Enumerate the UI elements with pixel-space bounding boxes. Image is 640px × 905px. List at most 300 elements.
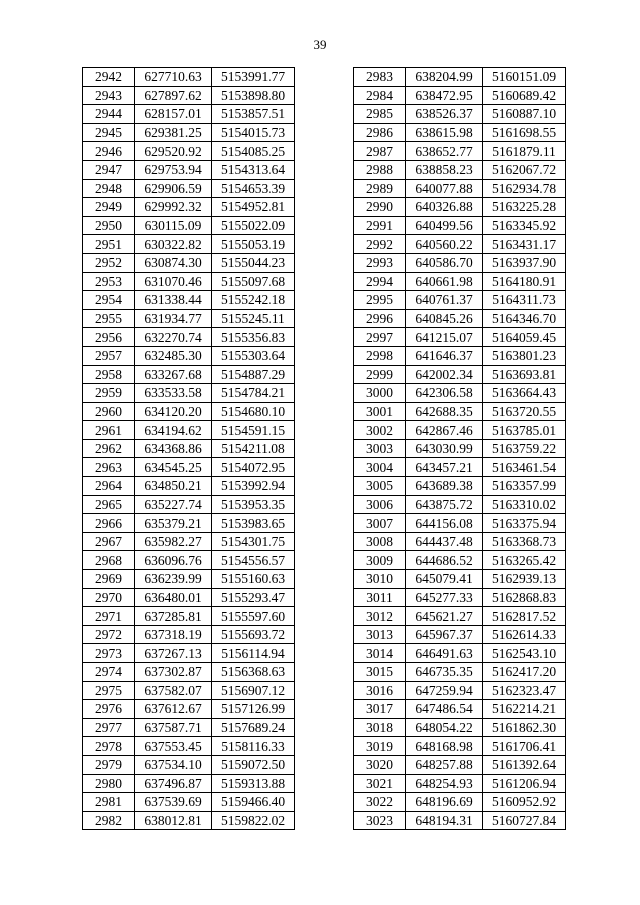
table-row — [354, 700, 566, 719]
point-number-cell: 2998 — [354, 346, 406, 365]
x-coordinate-cell: 630322.82 — [135, 235, 212, 254]
point-number-cell: 2966 — [83, 514, 135, 533]
point-number-cell: 2972 — [83, 625, 135, 644]
y-coordinate-cell: 5160151.09 — [483, 68, 566, 87]
y-coordinate-cell: 5154952.81 — [212, 198, 295, 217]
y-coordinate-cell: 5155022.09 — [212, 216, 295, 235]
table-row — [354, 644, 566, 663]
point-number-cell: 2955 — [83, 309, 135, 328]
point-number-cell: 2975 — [83, 681, 135, 700]
x-coordinate-cell: 634194.62 — [135, 421, 212, 440]
table-row — [83, 681, 295, 700]
y-coordinate-cell: 5153953.35 — [212, 495, 295, 514]
x-coordinate-cell: 630115.09 — [135, 216, 212, 235]
y-coordinate-cell: 5153992.94 — [212, 477, 295, 496]
x-coordinate-cell: 638615.98 — [406, 123, 483, 142]
point-number-cell: 2947 — [83, 160, 135, 179]
x-coordinate-cell: 637267.13 — [135, 644, 212, 663]
point-number-cell: 2959 — [83, 384, 135, 403]
point-number-cell: 2974 — [83, 663, 135, 682]
y-coordinate-cell: 5154556.57 — [212, 551, 295, 570]
table-row — [354, 755, 566, 774]
point-number-cell: 2968 — [83, 551, 135, 570]
table-row — [354, 439, 566, 458]
table-row — [354, 346, 566, 365]
table-row — [354, 105, 566, 124]
table-row — [354, 663, 566, 682]
table-row — [354, 718, 566, 737]
y-coordinate-cell: 5154680.10 — [212, 402, 295, 421]
y-coordinate-cell: 5164311.73 — [483, 291, 566, 310]
y-coordinate-cell: 5156907.12 — [212, 681, 295, 700]
table-row — [83, 272, 295, 291]
y-coordinate-cell: 5163937.90 — [483, 253, 566, 272]
x-coordinate-cell: 647259.94 — [406, 681, 483, 700]
point-number-cell: 2962 — [83, 439, 135, 458]
x-coordinate-cell: 640761.37 — [406, 291, 483, 310]
x-coordinate-cell: 633267.68 — [135, 365, 212, 384]
point-number-cell: 2992 — [354, 235, 406, 254]
table-row — [354, 625, 566, 644]
y-coordinate-cell: 5161862.30 — [483, 718, 566, 737]
point-number-cell: 3017 — [354, 700, 406, 719]
x-coordinate-cell: 646735.35 — [406, 663, 483, 682]
table-row — [83, 421, 295, 440]
table-row — [354, 123, 566, 142]
y-coordinate-cell: 5163431.17 — [483, 235, 566, 254]
x-coordinate-cell: 634120.20 — [135, 402, 212, 421]
x-coordinate-cell: 640499.56 — [406, 216, 483, 235]
x-coordinate-cell: 638652.77 — [406, 142, 483, 161]
x-coordinate-cell: 636480.01 — [135, 588, 212, 607]
point-number-cell: 2979 — [83, 755, 135, 774]
x-coordinate-cell: 638526.37 — [406, 105, 483, 124]
table-row — [83, 142, 295, 161]
table-row — [354, 774, 566, 793]
point-number-cell: 3007 — [354, 514, 406, 533]
table-row — [83, 458, 295, 477]
x-coordinate-cell: 645277.33 — [406, 588, 483, 607]
x-coordinate-cell: 637553.45 — [135, 737, 212, 756]
y-coordinate-cell: 5155053.19 — [212, 235, 295, 254]
x-coordinate-cell: 642002.34 — [406, 365, 483, 384]
point-number-cell: 3020 — [354, 755, 406, 774]
table-row — [83, 123, 295, 142]
point-number-cell: 3003 — [354, 439, 406, 458]
y-coordinate-cell: 5159466.40 — [212, 793, 295, 812]
table-row — [83, 663, 295, 682]
x-coordinate-cell: 629992.32 — [135, 198, 212, 217]
point-number-cell: 2981 — [83, 793, 135, 812]
table-row — [83, 737, 295, 756]
point-number-cell: 3008 — [354, 532, 406, 551]
point-number-cell: 3012 — [354, 607, 406, 626]
point-number-cell: 2944 — [83, 105, 135, 124]
point-number-cell: 2946 — [83, 142, 135, 161]
y-coordinate-cell: 5162417.20 — [483, 663, 566, 682]
y-coordinate-cell: 5154301.75 — [212, 532, 295, 551]
x-coordinate-cell: 642306.58 — [406, 384, 483, 403]
table-row — [83, 477, 295, 496]
x-coordinate-cell: 640077.88 — [406, 179, 483, 198]
y-coordinate-cell: 5162614.33 — [483, 625, 566, 644]
point-number-cell: 2989 — [354, 179, 406, 198]
y-coordinate-cell: 5154887.29 — [212, 365, 295, 384]
y-coordinate-cell: 5155245.11 — [212, 309, 295, 328]
x-coordinate-cell: 638012.81 — [135, 811, 212, 830]
point-number-cell: 3005 — [354, 477, 406, 496]
y-coordinate-cell: 5157126.99 — [212, 700, 295, 719]
y-coordinate-cell: 5161392.64 — [483, 755, 566, 774]
point-number-cell: 2973 — [83, 644, 135, 663]
y-coordinate-cell: 5163693.81 — [483, 365, 566, 384]
y-coordinate-cell: 5154653.39 — [212, 179, 295, 198]
y-coordinate-cell: 5155356.83 — [212, 328, 295, 347]
point-number-cell: 2963 — [83, 458, 135, 477]
table-row — [354, 681, 566, 700]
y-coordinate-cell: 5155693.72 — [212, 625, 295, 644]
y-coordinate-cell: 5162939.13 — [483, 570, 566, 589]
y-coordinate-cell: 5162214.21 — [483, 700, 566, 719]
table-row — [354, 495, 566, 514]
y-coordinate-cell: 5154591.15 — [212, 421, 295, 440]
y-coordinate-cell: 5154211.08 — [212, 439, 295, 458]
table-row — [83, 328, 295, 347]
x-coordinate-cell: 638858.23 — [406, 160, 483, 179]
y-coordinate-cell: 5155597.60 — [212, 607, 295, 626]
point-number-cell: 3023 — [354, 811, 406, 830]
x-coordinate-cell: 641215.07 — [406, 328, 483, 347]
y-coordinate-cell: 5161698.55 — [483, 123, 566, 142]
table-row — [83, 495, 295, 514]
x-coordinate-cell: 631338.44 — [135, 291, 212, 310]
table-row — [354, 421, 566, 440]
y-coordinate-cell: 5160952.92 — [483, 793, 566, 812]
table-row — [83, 402, 295, 421]
point-number-cell: 2961 — [83, 421, 135, 440]
y-coordinate-cell: 5159072.50 — [212, 755, 295, 774]
y-coordinate-cell: 5162543.10 — [483, 644, 566, 663]
table-row — [354, 291, 566, 310]
point-number-cell: 2943 — [83, 86, 135, 105]
table-row — [83, 179, 295, 198]
table-row — [83, 346, 295, 365]
point-number-cell: 2988 — [354, 160, 406, 179]
x-coordinate-cell: 629520.92 — [135, 142, 212, 161]
point-number-cell: 2952 — [83, 253, 135, 272]
y-coordinate-cell: 5163345.92 — [483, 216, 566, 235]
x-coordinate-cell: 645079.41 — [406, 570, 483, 589]
y-coordinate-cell: 5160727.84 — [483, 811, 566, 830]
x-coordinate-cell: 637612.67 — [135, 700, 212, 719]
y-coordinate-cell: 5160887.10 — [483, 105, 566, 124]
y-coordinate-cell: 5163225.28 — [483, 198, 566, 217]
x-coordinate-cell: 636239.99 — [135, 570, 212, 589]
table-row — [354, 365, 566, 384]
point-number-cell: 2957 — [83, 346, 135, 365]
y-coordinate-cell: 5155242.18 — [212, 291, 295, 310]
x-coordinate-cell: 631070.46 — [135, 272, 212, 291]
point-number-cell: 2976 — [83, 700, 135, 719]
x-coordinate-cell: 629906.59 — [135, 179, 212, 198]
table-row — [83, 105, 295, 124]
point-number-cell: 2995 — [354, 291, 406, 310]
table-row — [83, 532, 295, 551]
x-coordinate-cell: 637539.69 — [135, 793, 212, 812]
point-number-cell: 2991 — [354, 216, 406, 235]
table-row — [83, 551, 295, 570]
x-coordinate-cell: 629381.25 — [135, 123, 212, 142]
y-coordinate-cell: 5161706.41 — [483, 737, 566, 756]
point-number-cell: 3016 — [354, 681, 406, 700]
point-number-cell: 3011 — [354, 588, 406, 607]
x-coordinate-cell: 648194.31 — [406, 811, 483, 830]
point-number-cell: 3010 — [354, 570, 406, 589]
point-number-cell: 2996 — [354, 309, 406, 328]
y-coordinate-cell: 5154015.73 — [212, 123, 295, 142]
y-coordinate-cell: 5162934.78 — [483, 179, 566, 198]
coordinates-table-right — [353, 67, 566, 830]
table-row — [354, 86, 566, 105]
table-row — [354, 607, 566, 626]
point-number-cell: 2984 — [354, 86, 406, 105]
x-coordinate-cell: 634368.86 — [135, 439, 212, 458]
point-number-cell: 3002 — [354, 421, 406, 440]
point-number-cell: 2994 — [354, 272, 406, 291]
y-coordinate-cell: 5163801.23 — [483, 346, 566, 365]
x-coordinate-cell: 635227.74 — [135, 495, 212, 514]
point-number-cell: 3018 — [354, 718, 406, 737]
y-coordinate-cell: 5153857.51 — [212, 105, 295, 124]
point-number-cell: 2993 — [354, 253, 406, 272]
x-coordinate-cell: 641646.37 — [406, 346, 483, 365]
point-number-cell: 2986 — [354, 123, 406, 142]
table-row — [354, 179, 566, 198]
x-coordinate-cell: 637285.81 — [135, 607, 212, 626]
point-number-cell: 2985 — [354, 105, 406, 124]
point-number-cell: 3021 — [354, 774, 406, 793]
x-coordinate-cell: 644686.52 — [406, 551, 483, 570]
table-row — [354, 272, 566, 291]
table-row — [83, 198, 295, 217]
x-coordinate-cell: 630874.30 — [135, 253, 212, 272]
point-number-cell: 3019 — [354, 737, 406, 756]
point-number-cell: 2954 — [83, 291, 135, 310]
point-number-cell: 2980 — [83, 774, 135, 793]
x-coordinate-cell: 638204.99 — [406, 68, 483, 87]
table-row — [354, 328, 566, 347]
point-number-cell: 3004 — [354, 458, 406, 477]
point-number-cell: 2977 — [83, 718, 135, 737]
point-number-cell: 2948 — [83, 179, 135, 198]
x-coordinate-cell: 644437.48 — [406, 532, 483, 551]
point-number-cell: 2964 — [83, 477, 135, 496]
x-coordinate-cell: 648168.98 — [406, 737, 483, 756]
table-row — [354, 253, 566, 272]
point-number-cell: 2969 — [83, 570, 135, 589]
y-coordinate-cell: 5160689.42 — [483, 86, 566, 105]
x-coordinate-cell: 631934.77 — [135, 309, 212, 328]
point-number-cell: 3009 — [354, 551, 406, 570]
table-row — [83, 253, 295, 272]
point-number-cell: 3015 — [354, 663, 406, 682]
point-number-cell: 2983 — [354, 68, 406, 87]
x-coordinate-cell: 644156.08 — [406, 514, 483, 533]
y-coordinate-cell: 5155044.23 — [212, 253, 295, 272]
x-coordinate-cell: 635379.21 — [135, 514, 212, 533]
table-row — [83, 384, 295, 403]
table-row — [83, 588, 295, 607]
x-coordinate-cell: 637496.87 — [135, 774, 212, 793]
x-coordinate-cell: 627710.63 — [135, 68, 212, 87]
point-number-cell: 2982 — [83, 811, 135, 830]
x-coordinate-cell: 634545.25 — [135, 458, 212, 477]
x-coordinate-cell: 627897.62 — [135, 86, 212, 105]
table-row — [354, 198, 566, 217]
table-row — [83, 700, 295, 719]
table-row — [354, 458, 566, 477]
page-number: 39 — [313, 37, 327, 52]
x-coordinate-cell: 632485.30 — [135, 346, 212, 365]
x-coordinate-cell: 637302.87 — [135, 663, 212, 682]
table-row — [354, 514, 566, 533]
x-coordinate-cell: 636096.76 — [135, 551, 212, 570]
x-coordinate-cell: 645621.27 — [406, 607, 483, 626]
table-row — [354, 402, 566, 421]
x-coordinate-cell: 637534.10 — [135, 755, 212, 774]
table-row — [83, 811, 295, 830]
table-row — [83, 216, 295, 235]
y-coordinate-cell: 5163759.22 — [483, 439, 566, 458]
table-row — [354, 160, 566, 179]
table-row — [354, 384, 566, 403]
table-row — [83, 607, 295, 626]
point-number-cell: 2942 — [83, 68, 135, 87]
point-number-cell: 2967 — [83, 532, 135, 551]
x-coordinate-cell: 640661.98 — [406, 272, 483, 291]
table-row — [83, 439, 295, 458]
table-row — [83, 570, 295, 589]
table-row — [83, 291, 295, 310]
y-coordinate-cell: 5162323.47 — [483, 681, 566, 700]
x-coordinate-cell: 643457.21 — [406, 458, 483, 477]
point-number-cell: 2970 — [83, 588, 135, 607]
y-coordinate-cell: 5164059.45 — [483, 328, 566, 347]
x-coordinate-cell: 635982.27 — [135, 532, 212, 551]
x-coordinate-cell: 640586.70 — [406, 253, 483, 272]
y-coordinate-cell: 5164346.70 — [483, 309, 566, 328]
y-coordinate-cell: 5163720.55 — [483, 402, 566, 421]
table-row — [83, 365, 295, 384]
y-coordinate-cell: 5155097.68 — [212, 272, 295, 291]
x-coordinate-cell: 648257.88 — [406, 755, 483, 774]
point-number-cell: 2951 — [83, 235, 135, 254]
table-row — [83, 718, 295, 737]
x-coordinate-cell: 643689.38 — [406, 477, 483, 496]
x-coordinate-cell: 637587.71 — [135, 718, 212, 737]
table-row — [354, 309, 566, 328]
table-body — [83, 68, 295, 830]
table-row — [354, 551, 566, 570]
y-coordinate-cell: 5163265.42 — [483, 551, 566, 570]
y-coordinate-cell: 5156368.63 — [212, 663, 295, 682]
x-coordinate-cell: 633533.58 — [135, 384, 212, 403]
table-row — [83, 86, 295, 105]
point-number-cell: 3014 — [354, 644, 406, 663]
y-coordinate-cell: 5155160.63 — [212, 570, 295, 589]
point-number-cell: 3001 — [354, 402, 406, 421]
y-coordinate-cell: 5159822.02 — [212, 811, 295, 830]
y-coordinate-cell: 5154784.21 — [212, 384, 295, 403]
point-number-cell: 3022 — [354, 793, 406, 812]
point-number-cell: 2971 — [83, 607, 135, 626]
table-row — [354, 477, 566, 496]
table-row — [354, 235, 566, 254]
y-coordinate-cell: 5156114.94 — [212, 644, 295, 663]
y-coordinate-cell: 5163357.99 — [483, 477, 566, 496]
table-body — [354, 68, 566, 830]
y-coordinate-cell: 5155303.64 — [212, 346, 295, 365]
point-number-cell: 2949 — [83, 198, 135, 217]
table-row — [354, 68, 566, 87]
point-number-cell: 2990 — [354, 198, 406, 217]
point-number-cell: 3006 — [354, 495, 406, 514]
table-row — [83, 644, 295, 663]
y-coordinate-cell: 5159313.88 — [212, 774, 295, 793]
table-row — [354, 142, 566, 161]
table-row — [354, 588, 566, 607]
y-coordinate-cell: 5164180.91 — [483, 272, 566, 291]
point-number-cell: 2978 — [83, 737, 135, 756]
table-row — [83, 235, 295, 254]
point-number-cell: 2956 — [83, 328, 135, 347]
y-coordinate-cell: 5163461.54 — [483, 458, 566, 477]
y-coordinate-cell: 5154085.25 — [212, 142, 295, 161]
y-coordinate-cell: 5163785.01 — [483, 421, 566, 440]
point-number-cell: 2965 — [83, 495, 135, 514]
point-number-cell: 2953 — [83, 272, 135, 291]
y-coordinate-cell: 5153898.80 — [212, 86, 295, 105]
table-row — [83, 793, 295, 812]
table-row — [354, 793, 566, 812]
y-coordinate-cell: 5161879.11 — [483, 142, 566, 161]
x-coordinate-cell: 640326.88 — [406, 198, 483, 217]
table-row — [83, 68, 295, 87]
y-coordinate-cell: 5154072.95 — [212, 458, 295, 477]
point-number-cell: 2945 — [83, 123, 135, 142]
y-coordinate-cell: 5162817.52 — [483, 607, 566, 626]
point-number-cell: 3000 — [354, 384, 406, 403]
table-row — [354, 811, 566, 830]
x-coordinate-cell: 638472.95 — [406, 86, 483, 105]
y-coordinate-cell: 5154313.64 — [212, 160, 295, 179]
point-number-cell: 2960 — [83, 402, 135, 421]
table-row — [83, 160, 295, 179]
table-row — [354, 532, 566, 551]
y-coordinate-cell: 5162868.83 — [483, 588, 566, 607]
coordinates-table-left — [82, 67, 295, 830]
x-coordinate-cell: 628157.01 — [135, 105, 212, 124]
y-coordinate-cell: 5157689.24 — [212, 718, 295, 737]
y-coordinate-cell: 5158116.33 — [212, 737, 295, 756]
y-coordinate-cell: 5163664.43 — [483, 384, 566, 403]
table-row — [83, 514, 295, 533]
x-coordinate-cell: 648054.22 — [406, 718, 483, 737]
y-coordinate-cell: 5161206.94 — [483, 774, 566, 793]
x-coordinate-cell: 637582.07 — [135, 681, 212, 700]
x-coordinate-cell: 629753.94 — [135, 160, 212, 179]
x-coordinate-cell: 642867.46 — [406, 421, 483, 440]
